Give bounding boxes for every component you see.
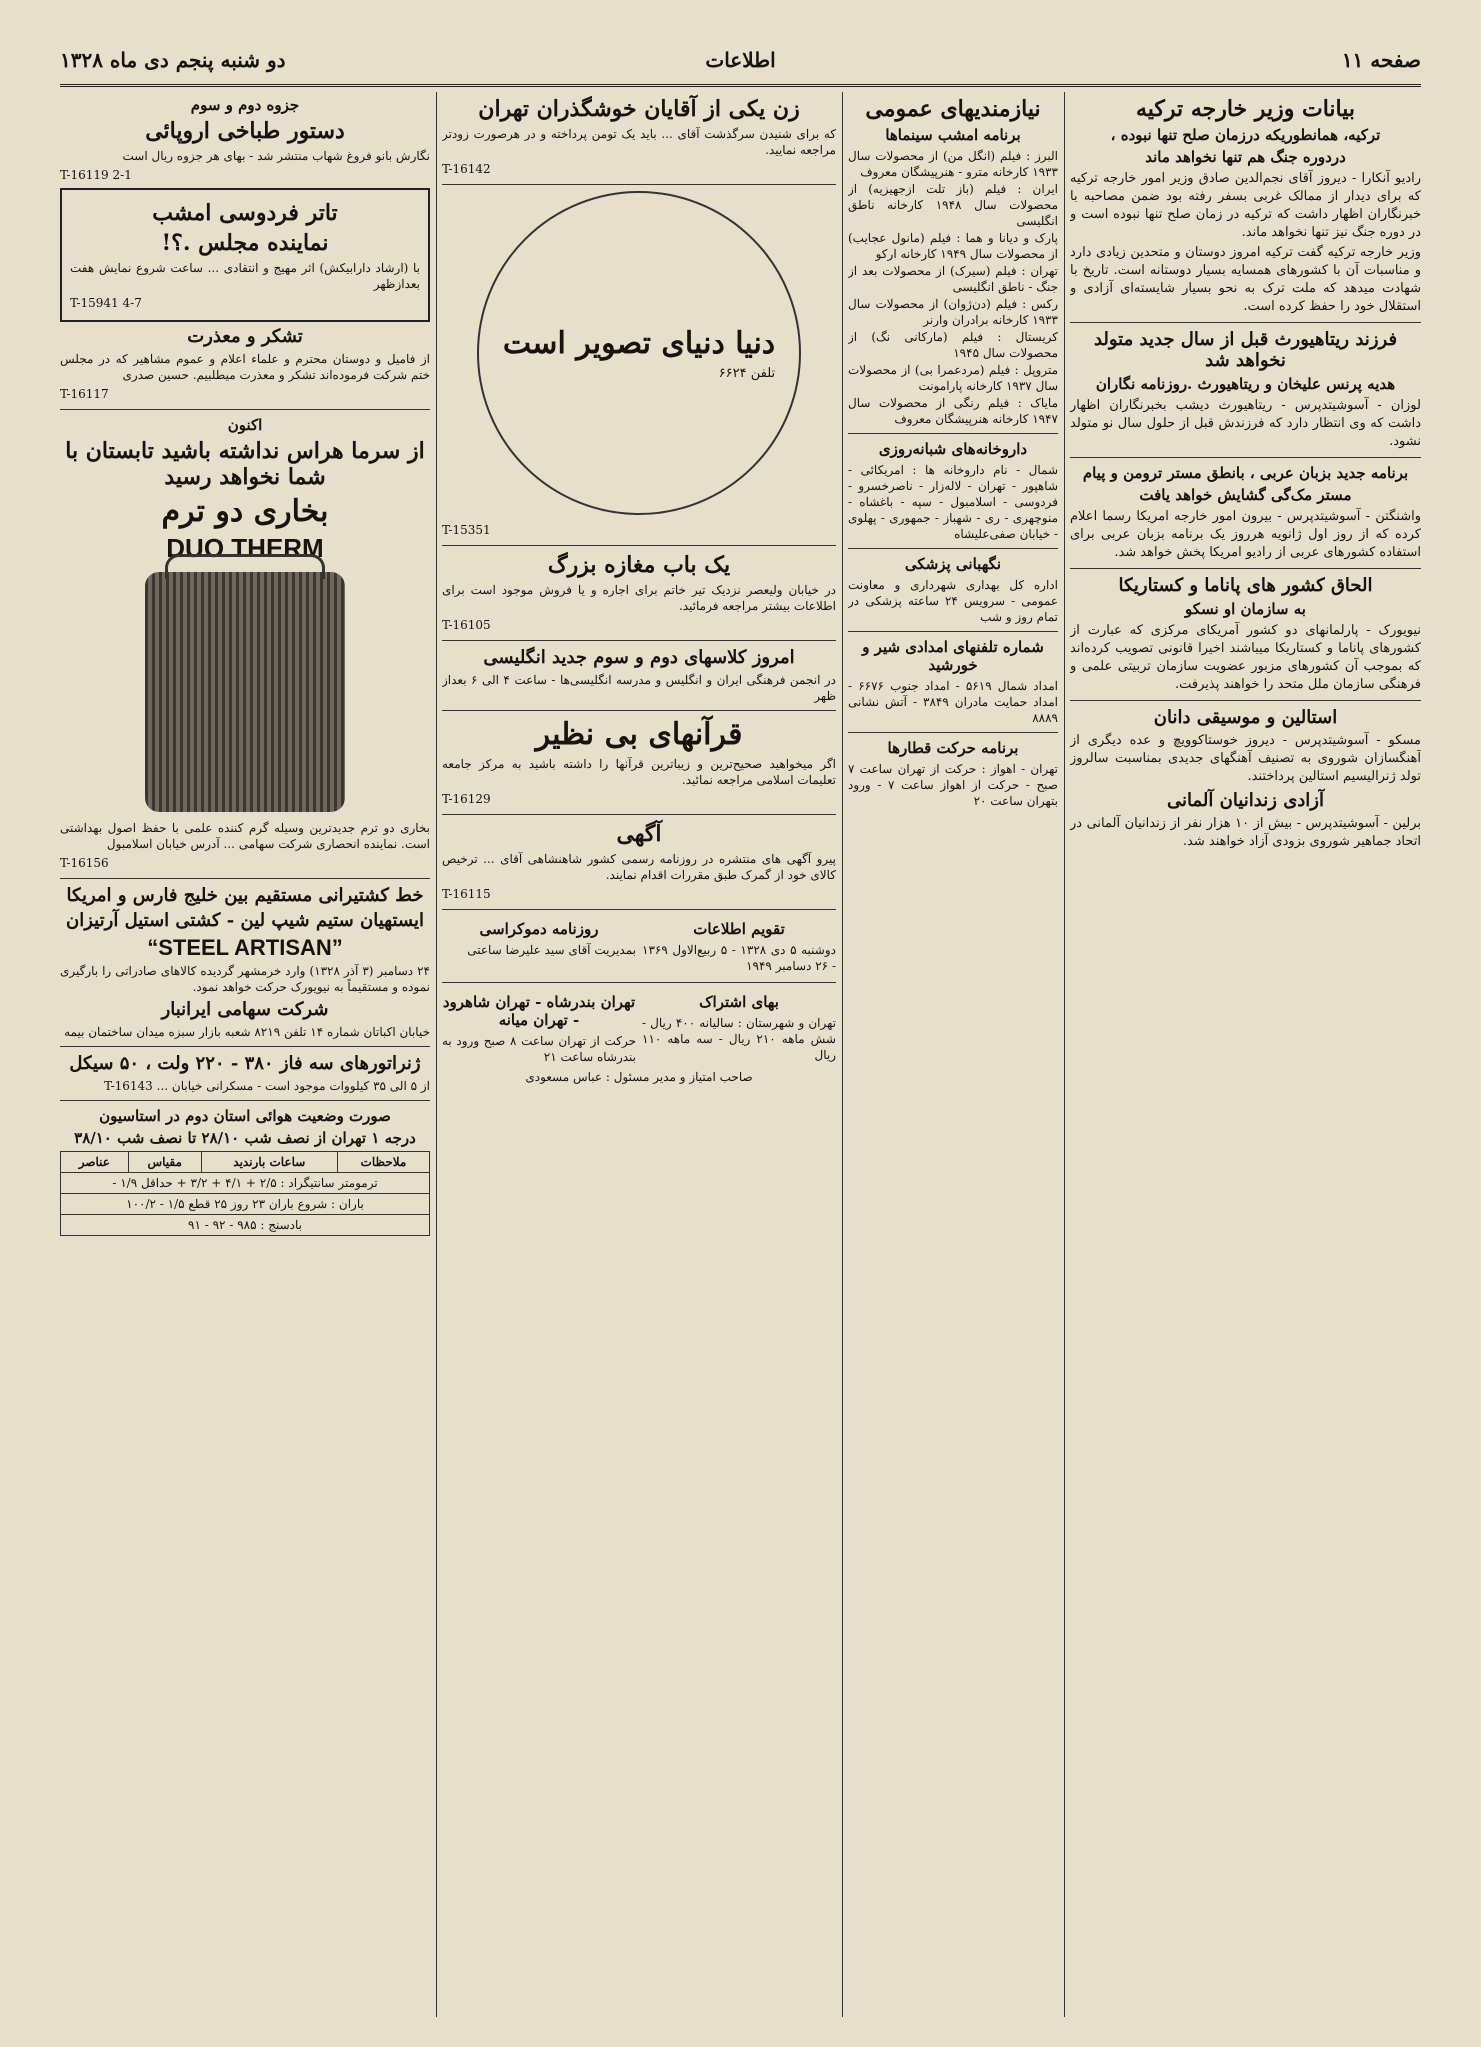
ferdowsi-title: تاتر فردوسی امشب	[152, 200, 338, 226]
ferdowsi-code: T-15941 4-7	[70, 296, 142, 310]
cinema-alborz: البرز : فیلم (انگل من) از محصولات سال ۱۹۳۳ کارخانه مترو - هنرپیشگان معروف	[848, 149, 1058, 179]
flights-body: حرکت از تهران ساعت ۸ صبح ورود به بندرشاه ساعت ۲۱	[442, 1034, 636, 1064]
weather-row-1: ترمومتر سانتیگراد : ۲/۵ + ۴/۱ + ۳/۲ + حداقل ۱/۹ -	[61, 1173, 430, 1194]
generator-title: ژنراتورهای سه فاز ۳۸۰ - ۲۲۰ ولت ، ۵۰ سیکل	[69, 1053, 421, 1074]
calendar-box	[642, 916, 836, 976]
turkey-subtitle-2: دردوره جنگ هم تنها نخواهد ماند	[1145, 148, 1346, 166]
large-store-code: T-16105	[442, 618, 491, 632]
notice-code: T-16115	[442, 887, 491, 901]
weather-col-notes: ملاحظات	[337, 1152, 429, 1173]
weather-row-2: باران : شروع باران ۲۳ روز ۲۵ قطع ۱/۵ - ۱۰۰/۲	[61, 1194, 430, 1215]
heater-code: T-16156	[60, 856, 109, 870]
turkey-body: رادیو آنکارا - دیروز آقای نجم‌الدین صادق وزیر امور خارجه ترکیه که برای دیدار از ممالک غربی بسفر رفته بود ضمن مصاحبه با خبرنگاران اظهار داشت که ترکیه در زمان صلح تنها نبوده است و در دوره جنگ نیز تنها نخواهد ماند.	[1070, 171, 1421, 240]
ferdowsi-play: نماینده مجلس .؟!	[161, 230, 329, 256]
photo-studio-ad	[477, 191, 801, 515]
column-foreign-affairs	[1070, 92, 1421, 2017]
calendar-title: تقویم اطلاعات	[693, 920, 785, 938]
pharmacies-list: شمال - نام داروخانه ها : امریکائی - شاهپور - تهران - لاله‌زار - ناصرخسرو - فردوسی - اسلامبول - سپه - باغشاه - منوچهری - ری - شهباز - جمهوری - پهلوی - خیابان صفی‌علیشاه	[848, 463, 1058, 541]
cinema-park: پارک و دیانا و هما : فیلم (مانول عجایب) از محصولات سال ۱۹۴۹ کارخانه ارکو	[848, 231, 1058, 261]
stalin-music-headline: استالین و موسیقی دانان	[1153, 707, 1338, 728]
needs-headline: نیازمندیهای عمومی	[865, 96, 1041, 122]
cinema-rex: رکس : فیلم (دن‌ژوان) از محصولات سال ۱۹۳۳ کارخانه برادران وارنر	[848, 297, 1058, 327]
steel-artisan: “STEEL ARTISAN”	[147, 935, 343, 960]
heater-illustration	[145, 572, 345, 812]
shipping-agent: شرکت سهامی ایرانبار	[161, 999, 329, 1020]
tehran-women-code: T-16142	[442, 162, 491, 176]
cookbook-title: دستور طباخی اروپائی	[145, 118, 345, 144]
democrat-title: روزنامه دموکراسی	[479, 920, 599, 938]
prisoners-headline: آزادی زندانیان آلمانی	[1166, 790, 1325, 811]
heater-body: بخاری دو ترم جدیدترین وسیله گرم کننده علمی با حفظ اصول بهداشتی است. نماینده انحصاری شرکت سهامی ... آدرس خیابان اسلامبول	[60, 821, 430, 851]
photo-studio-phone: تلفن ۶۶۲۴	[718, 365, 776, 381]
wedding-headline: فرزند ریتاهیورث قبل از سال جدید متولد نخواهد شد	[1093, 329, 1398, 371]
trains-title: برنامه حرکت قطارها	[887, 739, 1019, 757]
photo-studio-slogan: دنیا دنیای تصویر است	[502, 325, 776, 361]
bottom-boxes	[442, 916, 836, 976]
weather-table	[60, 1151, 430, 1236]
cinema-metropole: متروپل : فیلم (مردعمرا بی) از محصولات سال ۱۹۳۷ کارخانه پارامونت	[848, 363, 1058, 393]
large-store-headline: یک باب مغازه بزرگ	[547, 552, 731, 578]
shipping-title: خط کشتیرانی مستقیم بین خلیج فارس و امریکا	[66, 885, 424, 906]
tehran-women-body: که برای شنیدن سرگذشت آقای ... باید یک تومن پرداخته و در هرصورت زودتر مراجعه نمایید.	[442, 127, 836, 157]
quran-headline: قرآنهای بی نظیر	[535, 717, 743, 752]
page-header	[60, 40, 1421, 87]
turkey-headline: بیانات وزیر خارجه ترکیه	[1136, 96, 1355, 122]
duo-therm-logo: DUO THERM	[166, 533, 324, 563]
quran-code: T-16129	[442, 792, 491, 806]
photo-studio-code: T-15351	[442, 523, 491, 537]
subscription-title: بهای اشتراک	[699, 993, 779, 1011]
quran-body: اگر میخواهید صحیح‌ترین و زیباترین قرآنها را داشته باشید به مرکز جامعه تعلیمات اسلامی مراجعه نمائید.	[442, 757, 836, 787]
arabic-broadcast-body: واشنگتن - آسوشیتدپرس - بیرون امور خارجه امریکا رسما اعلام کرده که از روز اول ژانویه هرروز یک برنامه بزبان عربی برای استفاده کشورهای عربی از رادیو امریکا پخش خواهد شد.	[1070, 509, 1421, 560]
shipping-company: ایستهیان ستیم شیپ لین - کشتی استیل آرتیزان	[66, 910, 424, 931]
arabic-broadcast-subtitle: مستر مک‌گی گشایش خواهد یافت	[1139, 486, 1352, 504]
heater-brand: بخاری دو ترم	[161, 494, 329, 529]
cookbook-code: T-16119 2-1	[60, 168, 132, 182]
prisoners-body: برلین - آسوشیتدپرس - بیش از ۱۰ هزار نفر از زندانیان آلمانی در اتحاد جماهیر شوروی بزودی آزاد خواهند شد.	[1070, 816, 1421, 849]
ferdowsi-body: با (ارشاد دارابیکش) اثر مهیج و انتقادی ... ساعت شروع نمایش هفت بعدازظهر	[70, 261, 420, 291]
cinema-mayak: مایاک : فیلم رنگی از محصولات سال ۱۹۴۷ کارخانه هنرپیشگان معروف	[848, 396, 1058, 426]
column-public-needs	[848, 92, 1058, 2017]
medical-care-body: اداره کل بهداری شهرداری و معاونت عمومی - سرویس ۲۴ ساعته پزشکی در تمام روز و شب	[848, 578, 1058, 624]
notice-body: پیرو آگهی های منتشره در روزنامه رسمی کشور شاهنشاهی آقای ... ترخیص کالای خود از گمرک طبق مقررات اقدام نمایند.	[442, 852, 836, 882]
panama-headline: الحاق کشور های پاناما و کستاریکا	[1118, 575, 1373, 596]
weather-col-elements: عناصر	[61, 1152, 129, 1173]
thanks-code: T-16117	[60, 387, 109, 401]
ferdowsi-theater-ad	[60, 188, 430, 322]
pharmacies-title: داروخانه‌های شبانه‌روزی	[878, 440, 1028, 458]
newspaper-name: اطلاعات	[705, 48, 776, 72]
heater-now: اکنون	[227, 416, 263, 434]
large-store-body: در خیابان ولیعصر نزدیک تیر خاتم برای اجاره و یا فروش موجود است برای اطلاعات بیشتر مراجعه فرمائید.	[442, 583, 836, 613]
shipping-body: ۲۴ دسامبر (۳ آذر ۱۳۲۸) وارد خرمشهر گردیده کالاهای صادراتی را بارگیری نموده و مستقیماً به نیویورک حرکت خواهد نمود.	[60, 964, 430, 994]
panama-body: نیویورک - پارلمانهای دو کشور آمریکای مرکزی که عبارت از کشورهای پاناما و کستاریکا میباشند اخیرا قانونی تصویب کرده‌اند که بموجب آن کشورهای مزبور عضویت سازمان تربیتی علمی و فرهنگی سازمان ملل متحد را خواهند پذیرفت.	[1070, 623, 1421, 692]
subscription-row	[442, 989, 836, 1067]
democrat-box	[442, 916, 636, 976]
wedding-body: لوزان - آسوشیتدپرس - ریتاهیورث دیشب بخبرنگاران اظهار داشت که وی انتظار دارد که فرزندش قبل از حلول سال نو متولد نشود.	[1070, 398, 1421, 449]
weather-row-3: بادسنج : ۹۸۵ - ۹۲ - ۹۱	[61, 1215, 430, 1236]
weather-title: صورت وضعیت هوائی استان دوم در استاسیون	[99, 1107, 391, 1125]
cinema-tehran: تهران : فیلم (سیرک) از محصولات بعد از جنگ - ناطق انگلیسی	[848, 264, 1058, 294]
generator-body: از ۵ الی ۳۵ کیلووات موجود است - مسکرانی خیابان ... T-16143	[104, 1079, 430, 1093]
cookbook-body: نگارش بانو فروغ شهاب منتشر شد - بهای هر جزوه ریال است	[122, 149, 430, 163]
notice-headline: آگهی	[616, 821, 662, 847]
cinema-crystal: کریستال : فیلم (مارکانی نگ) از محصولات سال ۱۹۴۵	[848, 330, 1058, 360]
calendar-body: دوشنبه ۵ دی ۱۳۲۸ - ۵ ربیع‌الاول ۱۳۶۹ - ۲۶ دسامبر ۱۹۴۹	[642, 943, 836, 973]
turkey-subtitle: ترکیه، همانطوریکه درزمان صلح تنها نبوده ،	[1110, 126, 1381, 144]
weather-col-rain: ساعات بارندید	[201, 1152, 337, 1173]
shipping-address: خیابان اکباتان شماره ۱۴ تلفن ۸۲۱۹ شعبه بازار سبزه میدان ساختمان بیمه	[64, 1025, 430, 1039]
flights-title: تهران بندرشاه - تهران شاهرود - تهران میانه	[442, 993, 636, 1029]
wedding-subtitle: هدیه پرنس علیخان و ریتاهیورث .روزنامه نگاران	[1095, 375, 1396, 393]
trains-body: تهران - اهواز : حرکت از تهران ساعت ۷ صبح - حرکت از اهواز ساعت ۷ - ورود بتهران ساعت ۲۰	[848, 762, 1058, 808]
editor-signature: صاحب امتیاز و مدیر مسئول : عباس مسعودی	[525, 1070, 753, 1084]
thanks-body: از فامیل و دوستان محترم و علماء اعلام و عموم مشاهیر که در مجلس ختم شرکت فرموده‌اند تشکر و معذرت میطلبیم. حسین صدری	[60, 352, 430, 382]
page-number: صفحه ۱۱	[1341, 48, 1421, 72]
tehran-women-headline: زن یکی از آقایان خوشگذران تهران	[478, 96, 800, 122]
stalin-music-body: مسکو - آسوشیتدپرس - دیروز خوستاکوویچ و عده دیگری از آهنگسازان شوروی به تصنیف آهنگهای جدیدی بمناسبت سالروز تولد ژنرالیسیم استالین پرداختند.	[1070, 733, 1421, 784]
issue-date: دو شنبه پنجم دی ماه ۱۳۲۸	[60, 48, 286, 72]
weather-col-scale: مقیاس	[128, 1152, 201, 1173]
subscription-body: تهران و شهرستان : سالیانه ۴۰۰ ریال - شش ماهه ۲۱۰ ریال - سه ماهه ۱۱۰ ریال	[642, 1016, 836, 1062]
heater-slogan: از سرما هراس نداشته باشید تابستان با شما نخواهد رسید	[65, 438, 425, 490]
medical-care-title: نگهبانی پزشکی	[904, 555, 1002, 573]
democrat-body: بمدیریت آقای سید علیرضا ساعتی	[467, 943, 636, 957]
emergency-phones-body: امداد شمال ۵۶۱۹ - امداد جنوب ۶۶۷۶ - امداد حمایت مادران ۳۸۴۹ - آتش نشانی ۸۸۸۹	[848, 679, 1058, 725]
arabic-broadcast-headline: برنامه جدید بزبان عربی ، بانطق مستر ترومن و پیام	[1082, 464, 1409, 482]
thanks-title: تشکر و معذرت	[187, 326, 303, 347]
english-class-headline: امروز کلاسهای دوم و سوم جدید انگلیسی	[483, 647, 795, 668]
cinema-iran: ایران : فیلم (باز تلت ازجهیزیه) از محصولات سال ۱۹۴۸ کارخانه ناطق انگلیسی	[848, 182, 1058, 228]
turkey-body-2: وزیر خارجه ترکیه گفت ترکیه امروز دوستان و متحدین زیادی دارد و مناسبات آن با کشورهای همسایه بسیار دوستانه است. تاریخ با شهادت میدهد که ملت ترک به نحو بسیار شایسته‌ای آزادی و استقلال خود را حفظ کرده است.	[1070, 245, 1421, 314]
english-class-body: در انجمن فرهنگی ایران و انگلیس و مدرسه انگلیسی‌ها - ساعت ۴ الی ۶ بعداز ظهر	[442, 673, 836, 703]
panama-subtitle: به سازمان او نسکو	[1185, 600, 1306, 618]
column-center	[442, 92, 836, 2017]
cinema-program-title: برنامه امشب سینماها	[885, 126, 1021, 144]
weather-subtitle: درجه ۱ تهران از نصف شب ۲۸/۱۰ تا نصف شب ۳۸/۱۰	[74, 1129, 416, 1147]
cookbook-volume: جزوه دوم و سوم	[190, 96, 300, 114]
column-ads	[60, 92, 430, 2017]
emergency-phones-title: شماره تلفنهای امدادی شیر و خورشید	[862, 638, 1044, 674]
